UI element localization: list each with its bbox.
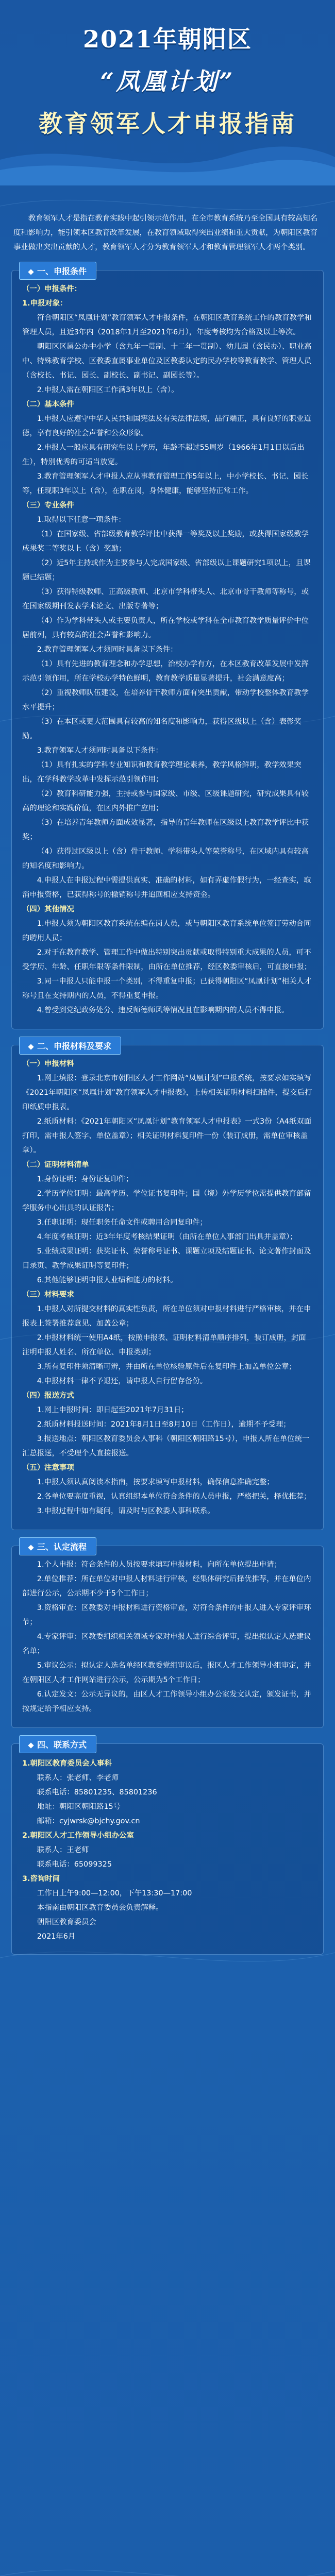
paragraph: 3.报送地点：朝阳区教育委员会人事科（朝阳区朝阳路15号），申报人所在单位统一汇总报送，不受理个人直接报送。: [22, 1435, 310, 1458]
paragraph: （3）在培养青年教师方面成效显著，指导的青年教师在区级以上教育教学评比中获奖；: [22, 819, 309, 841]
subheading: 2.朝阳区人才工作领导小组办公室: [22, 1832, 134, 1840]
paragraph: 1.网上申报时间：即日起至2021年7月31日；: [37, 1406, 189, 1414]
paragraph: 符合朝阳区“凤凰计划”教育领军人才申报条件，在朝阳区教育系统工作的教育教学和管理人员，且近3年内（2018年1月至2021年6月），年度考核均为合格及以上等次。: [22, 314, 312, 336]
subheading: （一）申报材料: [22, 1060, 74, 1068]
paragraph: 6.认定发文：公示无异议的，由区人才工作领导小组办公室发文认定，颁发证书，并按规定给予相应支持。: [22, 1690, 311, 1713]
paragraph: 2021年6月: [37, 1933, 76, 1941]
paragraph: （4）作为学科带头人或主要负责人，所在学校或学科在全市教育教学质量评价中位居前列，具有较高的社会声誉和影响力。: [22, 617, 309, 639]
paragraph: （2）重视教师队伍建设，在培养骨干教师方面有突出贡献，带动学校整体教育教学水平提升；: [22, 689, 309, 711]
paragraph: （2）近5年主持或作为主要参与人完成国家级、省部级以上课题研究1项以上，且课题已结题；: [22, 559, 311, 582]
paragraph: 3.同一申报人只能申报一个类别，不得重复申报；已获得朝阳区“凤凰计划”相关人才称号且在支持期内的人员，不得重复申报。: [22, 977, 312, 1000]
paragraph: 1.申报人应遵守中华人民共和国宪法及有关法律法规，品行端正，具有良好的职业道德，享有良好的社会声誉和公众形象。: [22, 415, 311, 437]
subheading: 3.咨询时间: [22, 1875, 60, 1883]
paragraph: 朝阳区区属公办中小学（含九年一贯制、十二年一贯制）、幼儿园（含民办）、职业高中、特殊教育学校、区教委直属事业单位及区教委认定的民办学校等教育教学、管理人员（含校长、书记、园长、副校长、副书记、副园长等）。: [22, 343, 312, 380]
subheading: （三）材料要求: [22, 1291, 74, 1299]
paragraph: 1.个人申报：符合条件的人员按要求填写申报材料，向所在单位提出申请；: [37, 1561, 282, 1569]
paragraph: 2.学历学位证明：最高学历、学位证书复印件；国（境）外学历学位需提供教育部留学服务中心出具的认证报告；: [22, 1190, 311, 1212]
paragraph: 1.网上填报：登录北京市朝阳区人才工作网站“凤凰计划”申报系统，按要求如实填写《2021年朝阳区“凤凰计划”教育领军人才申报表》，上传相关证明材料扫描件，提交后打印纸质申报表。: [22, 1074, 312, 1111]
subheading: （二）基本条件: [22, 400, 74, 409]
section-title-process: 三、认定流程: [19, 1537, 96, 1555]
paragraph: 3.任职证明：现任职务任命文件或聘用合同复印件；: [37, 1218, 208, 1227]
paragraph: 4.年度考核证明：近3年年度考核结果证明（由所在单位人事部门出具并盖章）；: [37, 1233, 297, 1241]
section-materials: [11, 1041, 324, 1530]
section-conditions: [11, 266, 324, 1029]
intro-text: [11, 206, 324, 255]
section-contact: [11, 1740, 324, 1955]
paragraph: 2.各单位要高度重视，认真组织本单位符合条件的人员申报，严格把关，择优推荐；: [37, 1493, 311, 1501]
subheading: （四）报送方式: [22, 1392, 74, 1400]
paragraph: 联系电话：65099325: [37, 1860, 112, 1869]
paragraph: （1）具有先进的教育理念和办学思想，治校办学有方，在本区教育改革发展中发挥示范引领作用，所在学校办学特色鲜明，教育教学质量显著提升，社会满意度高；: [22, 660, 309, 683]
poster-header: [0, 0, 335, 206]
paragraph: （1）在国家级、省部级教育教学评比中获得一等奖及以上奖励，或获得国家级教学成果奖二等奖以上（含）奖励；: [22, 530, 309, 553]
section-title-contact: 四、联系方式: [19, 1735, 96, 1753]
paragraph: 2.申报人一般应具有研究生以上学历，年龄不超过55周岁（1966年1月1日以后出生），特别优秀的可适当放宽。: [22, 444, 305, 466]
section-body-contact: [22, 1756, 313, 1944]
paragraph: 4.专家评审：区教委组织相关领域专家对申报人进行综合评审，提出拟认定人选建议名单；: [22, 1633, 311, 1655]
paragraph: 本指南由朝阳区教育委员会负责解释。: [37, 1904, 163, 1912]
paragraph: 工作日上午9:00—12:00，下午13:30—17:00: [37, 1889, 192, 1897]
paragraph: 2.单位推荐：所在单位对申报人材料进行审核，经集体研究后择优推荐，并在单位内部进行公示，公示期不少于5个工作日；: [22, 1575, 311, 1598]
subheading: （五）注意事项: [22, 1464, 74, 1472]
paragraph: 4.申报人在申报过程中需提供真实、准确的材料，如有弄虚作假行为，一经查实，取消申报资格，已获得称号的撤销称号并追回相应支持资金。: [22, 876, 311, 899]
section-body-materials: [22, 1057, 313, 1518]
title-year: 2021年朝阳区: [82, 25, 253, 53]
paragraph: 5.审议公示：拟认定人选名单经区教委党组审议后，报区人才工作领导小组审定，并在朝阳区人才工作网站进行公示，公示期为5个工作日；: [22, 1662, 311, 1684]
intro-paragraph: 教育领军人才是指在教育实践中起引领示范作用，在全市教育系统乃至全国具有较高知名度和影响力，能引领本区教育改革发展，在教育领域取得突出业绩和重大贡献，为朝阳区教育事业做出突出贡献的人才，教育领军人才分为教育领军人才和教育管理领军人才两个类别。: [13, 214, 318, 251]
paragraph: 1.取得以下任意一项条件：: [37, 516, 126, 524]
section-process: [11, 1542, 324, 1728]
paragraph: （2）教育科研能力强，主持或参与国家级、市级、区级课题研究，研究成果具有较高的理论和实践价值，在区内外推广应用；: [22, 790, 309, 812]
subheading: （二）证明材料清单: [22, 1161, 89, 1169]
section-title-conditions: 一、申报条件: [19, 262, 96, 280]
paragraph: 4.曾受到党纪政务处分、违反师德师风等情况且在影响期内的人员不得申报。: [37, 1006, 289, 1014]
paragraph: 3.教育管理领军人才申报人应从事教育管理工作5年以上，中小学校长、书记、园长等，任现职3年以上（含），在职在岗，身体健康，能够坚持正常工作。: [22, 472, 309, 495]
paragraph: 2.纸质材料：《2021年朝阳区“凤凰计划”教育领军人才申报表》一式3份（A4纸双面打印，需申报人签字、单位盖章）；相关证明材料复印件一份（装订成册，需单位审核盖章）。: [22, 1117, 312, 1155]
subheading: 1.申报对象：: [22, 299, 68, 308]
paragraph: 1.申报人须认真阅读本指南，按要求填写申报材料，确保信息准确完整；: [37, 1478, 274, 1486]
paragraph: 4.申报材料一律不予退还，请申报人自行留存备份。: [37, 1377, 208, 1385]
paragraph: 3.教育领军人才须同时具备以下条件：: [37, 747, 163, 755]
paragraph: 联系人：王老师: [37, 1846, 89, 1854]
paragraph: 3.资格审查：区教委对申报材料进行资格审查，对符合条件的申报人进入专家评审环节；: [22, 1604, 311, 1626]
paragraph: 3.申报过程中如有疑问，请及时与区教委人事科联系。: [37, 1507, 215, 1515]
paragraph: 邮箱：cyjwrsk@bjchy.gov.cn: [37, 1817, 140, 1825]
subheading: （四）其他情况: [22, 905, 74, 913]
subheading: 1.朝阳区教育委员会人事科: [22, 1759, 112, 1768]
paragraph: 2.教育管理领军人才须同时具备以下条件：: [37, 646, 178, 654]
paragraph: 6.其他能够证明申报人业绩和能力的材料。: [37, 1276, 178, 1284]
paragraph: 5.业绩成果证明：获奖证书、荣誉称号证书、课题立项及结题证书、论文著作封面及目录页、教学成果证明等复印件；: [22, 1247, 311, 1270]
subheading: （三）专业条件: [22, 501, 74, 510]
section-body-conditions: [22, 282, 313, 1018]
paragraph: （4）获得过区级以上（含）骨干教师、学科带头人等荣誉称号，在区域内具有较高的知名度和影响力。: [22, 848, 309, 870]
subheading: （一）申报条件：: [22, 285, 82, 293]
header-wave-decoration: [0, 129, 335, 185]
title-plan: “凤凰计划”: [100, 67, 235, 95]
paragraph: 3.所有复印件须清晰可辨，并由所在单位核验原件后在复印件上加盖单位公章；: [37, 1363, 296, 1371]
paragraph: 1.申报人对所提交材料的真实性负责，所在单位须对申报材料进行严格审核，并在申报表上签署推荐意见、加盖公章；: [22, 1305, 311, 1328]
title-main: 教育领军人才申报指南: [39, 110, 296, 138]
paragraph: 1.申报人须为朝阳区教育系统在编在岗人员，或与朝阳区教育系统单位签订劳动合同的聘用人员；: [22, 920, 311, 942]
paragraph: 2.申报材料统一使用A4纸，按照申报表、证明材料清单顺序排列，装订成册，封面注明申报人姓名、所在单位、申报类别；: [22, 1334, 306, 1357]
section-title-materials: 二、申报材料及要求: [19, 1037, 121, 1055]
paragraph: 朝阳区教育委员会: [37, 1918, 96, 1926]
paragraph: 联系电话：85801235、85801236: [37, 1788, 157, 1797]
paragraph: （3）获得特级教师、正高级教师、北京市学科带头人、北京市骨干教师等称号，或在国家级期刊发表学术论文、出版专著等；: [22, 588, 309, 611]
paragraph: 1.身份证明：身份证复印件；: [37, 1175, 133, 1183]
section-body-process: [22, 1557, 313, 1716]
paragraph: 2.申报人需在朝阳区工作满3年以上（含）。: [37, 386, 179, 394]
paragraph: （1）具有扎实的学科专业知识和教育教学理论素养，教学风格鲜明，教学效果突出，在学科教学改革中发挥示范引领作用；: [22, 761, 301, 784]
paragraph: 地址：朝阳区朝阳路15号: [37, 1803, 121, 1811]
paragraph: 2.纸质材料报送时间：2021年8月1日至8月10日（工作日），逾期不予受理；: [37, 1420, 291, 1429]
paragraph: 2.对于在教育教学、管理工作中做出特别突出贡献或取得特别重大成果的人员，可不受学历、年龄、任职年限等条件限制，由所在单位推荐，经区教委审核后，可直接申报；: [22, 948, 312, 971]
paragraph: 联系人：张老师、李老师: [37, 1774, 119, 1782]
paragraph: （3）在本区或更大范围具有较高的知名度和影响力，获得区级以上（含）表彰奖励。: [22, 718, 301, 740]
